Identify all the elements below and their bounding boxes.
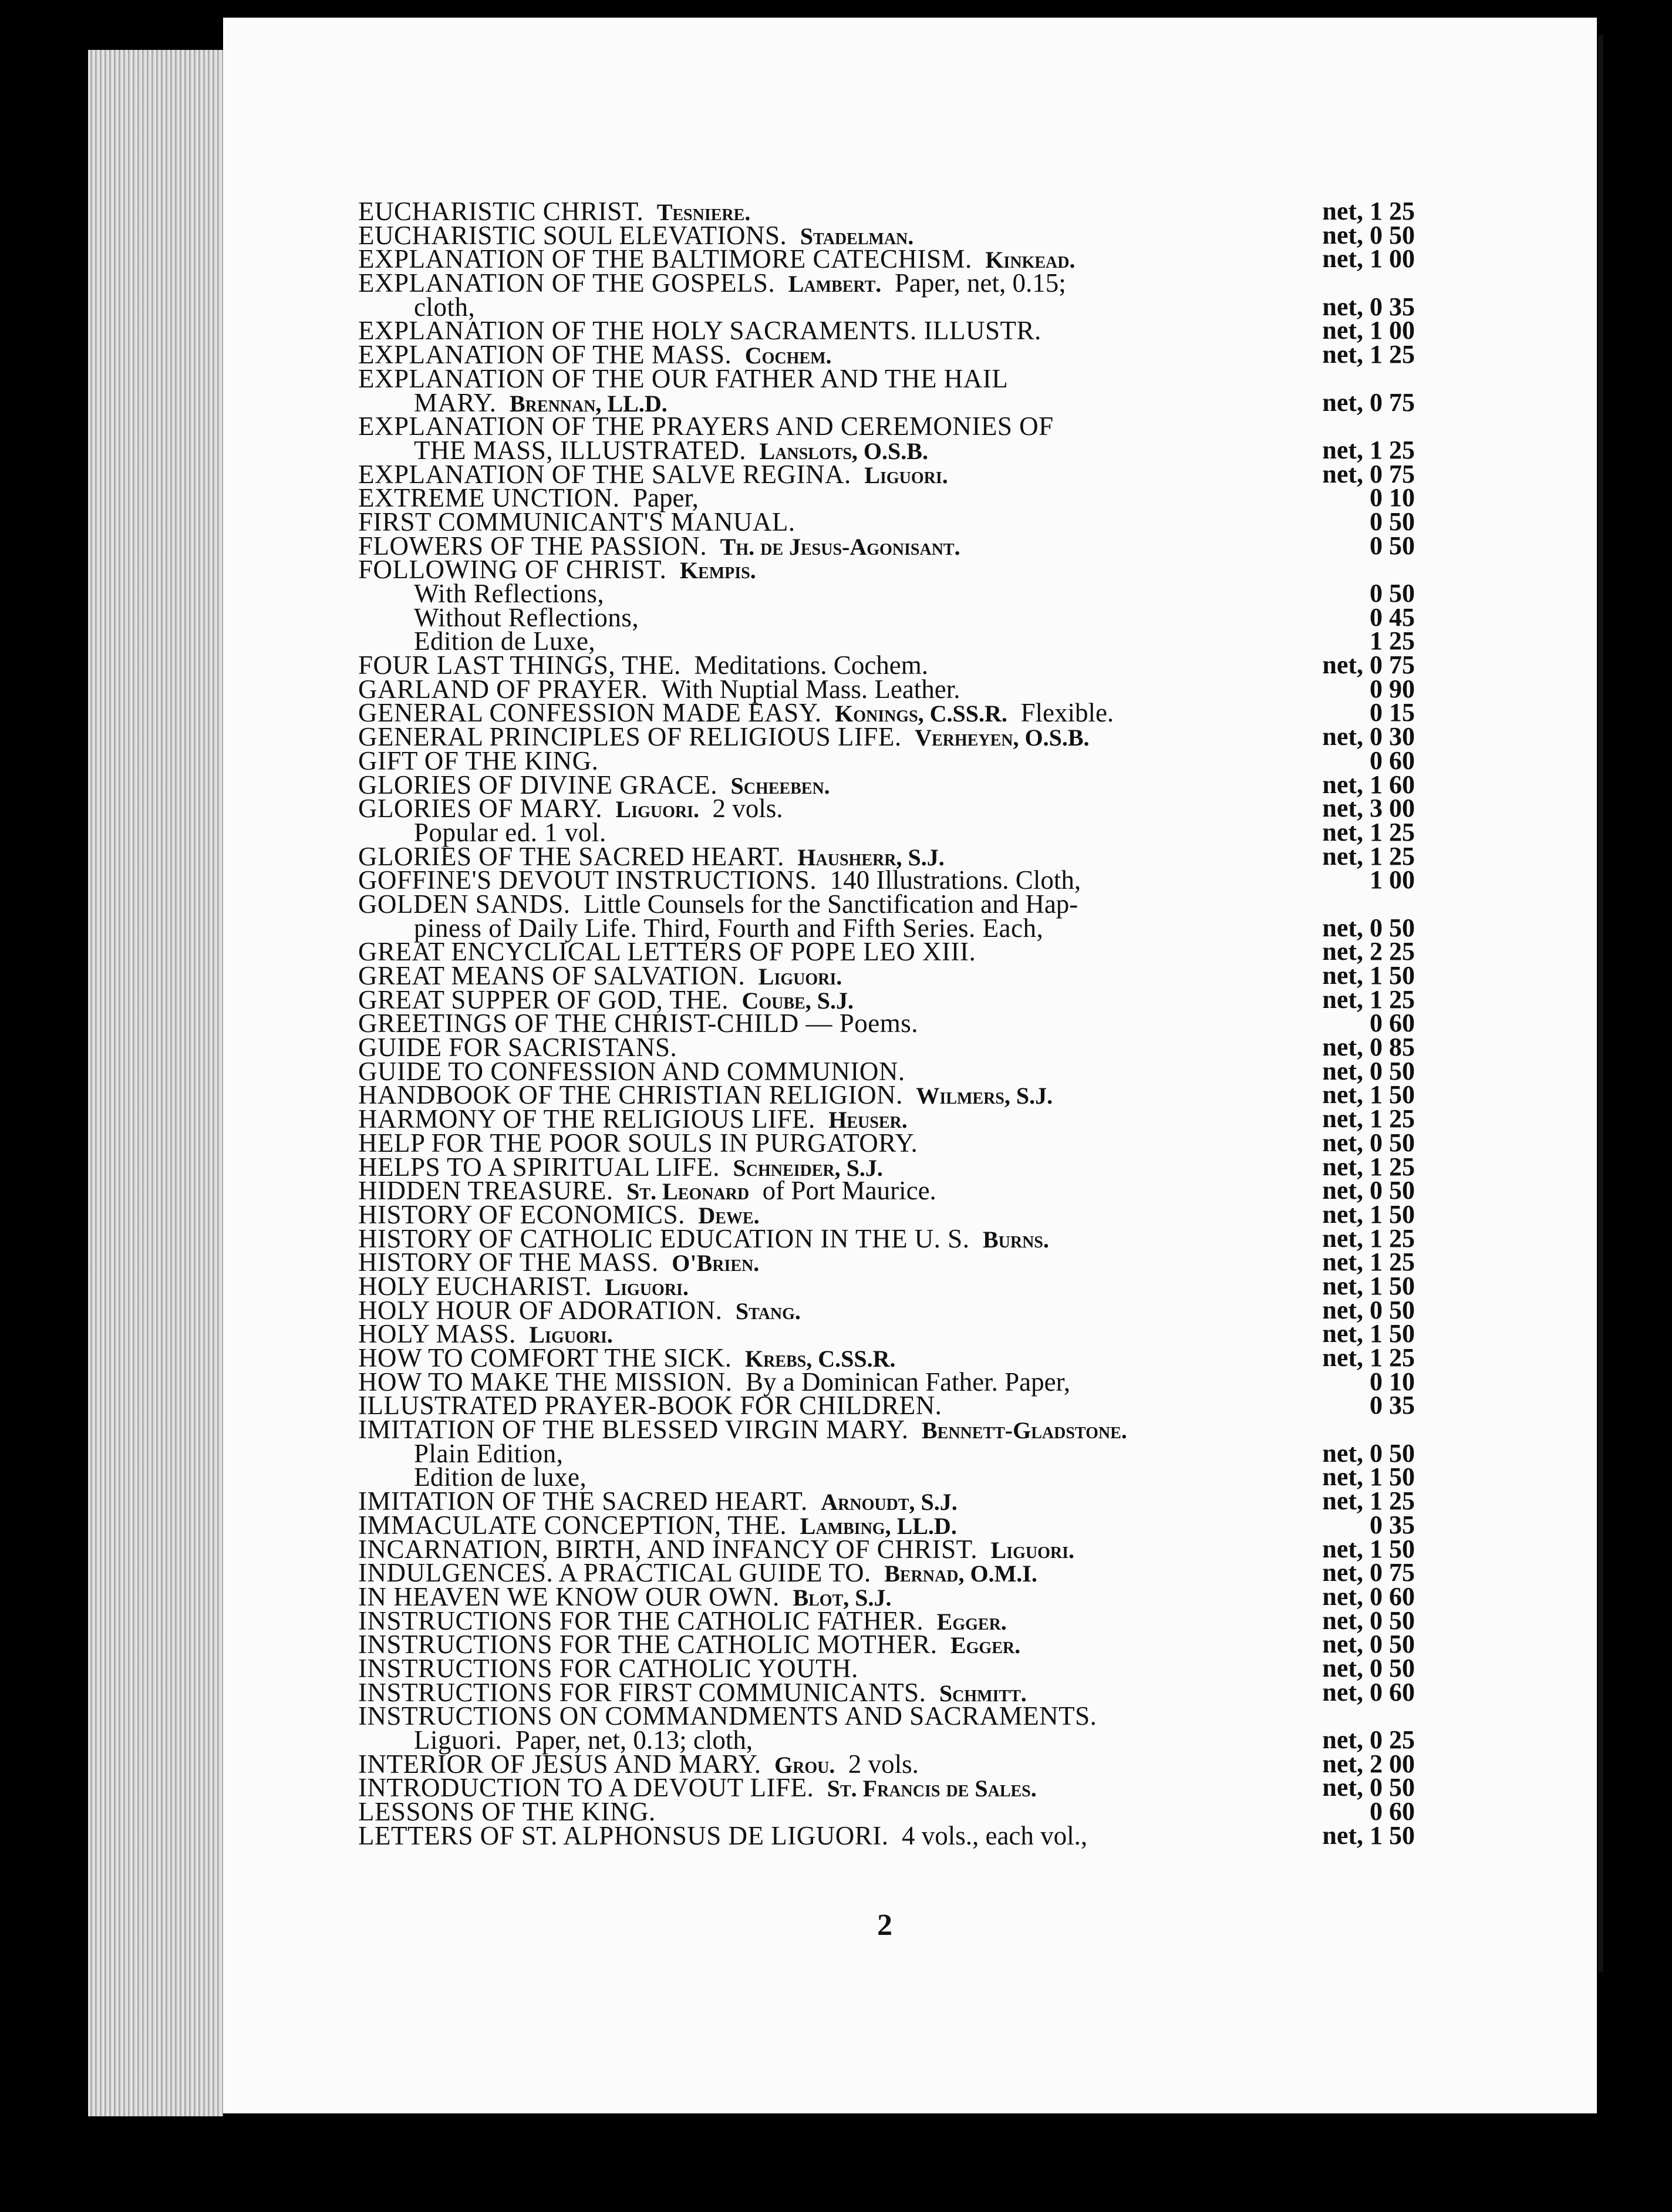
catalog-entry — [358, 817, 1415, 847]
entry-title: FIRST COMMUNICANT'S MANUAL. — [358, 507, 795, 537]
entry-title: GLORIES OF THE SACRED HEART. — [358, 841, 784, 871]
entry-price: 0 10 — [1370, 483, 1415, 512]
entry-title: GARLAND OF PRAYER. — [358, 674, 648, 704]
catalog-entry — [358, 1749, 1415, 1779]
entry-title: piness of Daily Life. Third, Fourth and Fifth Series. Each, — [414, 913, 1044, 943]
entry-title: GREAT MEANS OF SALVATION. — [358, 961, 746, 990]
entry-title: INSTRUCTIONS FOR CATHOLIC YOUTH. — [358, 1653, 858, 1683]
entry-title: Plain Edition, — [414, 1438, 564, 1468]
entry-title: HOW TO COMFORT THE SICK. — [358, 1343, 732, 1373]
entry-title: INSTRUCTIONS ON COMMANDMENTS AND SACRAMENTS. — [358, 1701, 1097, 1731]
entry-title: IMITATION OF THE BLESSED VIRGIN MARY. — [358, 1415, 909, 1445]
entry-price: net, 1 25 — [1322, 1343, 1415, 1372]
catalog-entry — [358, 1725, 1415, 1755]
entry-author: Heuser. — [828, 1107, 908, 1134]
catalog-entry — [358, 1415, 1415, 1445]
entry-price: net, 1 25 — [1322, 340, 1415, 369]
entry-author: Konings, C.SS.R. — [835, 700, 1007, 727]
catalog-entry — [358, 794, 1415, 824]
entry-price: 0 35 — [1370, 1510, 1415, 1539]
catalog-entry — [358, 197, 1415, 226]
entry-author: Stadelman. — [800, 222, 914, 249]
entry-note: of Port Maurice. — [762, 1176, 936, 1206]
entry-title: Edition de Luxe, — [414, 626, 596, 656]
catalog-entry — [358, 1558, 1415, 1588]
catalog-entry — [358, 1295, 1415, 1325]
entry-price: net, 1 50 — [1322, 1820, 1415, 1850]
entry-title: GLORIES OF DIVINE GRACE. — [358, 770, 717, 800]
entry-price: net, 1 00 — [1322, 316, 1415, 345]
entry-note: Flexible. — [1020, 698, 1114, 728]
catalog-entry — [358, 1128, 1415, 1158]
entry-price: net, 0 50 — [1322, 1630, 1415, 1659]
catalog-entry — [358, 1438, 1415, 1468]
catalog-entry — [358, 1820, 1415, 1850]
entry-title: EXPLANATION OF THE HOLY SACRAMENTS. ILLUSTR. — [358, 316, 1041, 346]
entry-author: Liguori. — [615, 796, 699, 823]
entry-price: net, 1 25 — [1322, 841, 1415, 871]
catalog-entry — [358, 1701, 1415, 1731]
book-page-edges — [88, 50, 223, 2116]
entry-price: net, 1 50 — [1322, 1534, 1415, 1563]
entry-note: 2 vols. — [848, 1749, 919, 1779]
entry-price: 0 50 — [1370, 579, 1415, 608]
entry-price: net, 1 25 — [1322, 1152, 1415, 1181]
entry-price: 0 15 — [1370, 698, 1415, 727]
entry-price: net, 1 50 — [1322, 961, 1415, 990]
entry-title: INSTRUCTIONS FOR THE CATHOLIC MOTHER. — [358, 1630, 938, 1660]
entry-title: GUIDE FOR SACRISTANS. — [358, 1033, 677, 1063]
entry-author: Liguori. — [605, 1273, 689, 1300]
entry-price: net, 0 75 — [1322, 650, 1415, 680]
entry-author: Th. de Jesus-Agonisant. — [720, 533, 960, 560]
entry-author: O'Brien. — [672, 1250, 760, 1277]
entry-title: GIFT OF THE KING. — [358, 746, 599, 775]
entry-note: Paper, net, 0.15; — [894, 268, 1066, 298]
entry-author: Hausherr, S.J. — [797, 844, 945, 871]
entry-title: HIDDEN TREASURE. — [358, 1176, 613, 1206]
catalog-entry — [358, 387, 1415, 417]
entry-title: HISTORY OF ECONOMICS. — [358, 1199, 685, 1229]
entry-author: Burns. — [982, 1226, 1049, 1253]
catalog-entry — [358, 340, 1415, 370]
entry-author: Liguori. — [990, 1536, 1074, 1563]
entry-author: Brennan, LL.D. — [510, 390, 668, 417]
catalog-entry — [358, 316, 1415, 346]
entry-price: net, 1 25 — [1322, 1104, 1415, 1134]
catalog-entry — [358, 1011, 1415, 1036]
catalog-entry — [358, 1152, 1415, 1182]
entry-author: Bennett-Gladstone. — [921, 1417, 1127, 1444]
entry-price: net, 0 50 — [1322, 220, 1415, 249]
entry-price: 1 00 — [1370, 865, 1415, 895]
catalog-entry — [358, 292, 1415, 322]
entry-title: FOUR LAST THINGS, THE. — [358, 650, 681, 680]
page-border-line — [1598, 35, 1603, 1972]
catalog-entry — [358, 1630, 1415, 1660]
catalog-entry — [358, 1247, 1415, 1277]
catalog-entry — [358, 770, 1415, 800]
entry-price: 0 60 — [1370, 1797, 1415, 1826]
entry-price: net, 0 50 — [1322, 1056, 1415, 1085]
catalog-entry — [358, 650, 1415, 680]
entry-title: EXPLANATION OF THE GOSPELS. — [358, 268, 776, 298]
entry-price: 0 45 — [1370, 602, 1415, 632]
entry-price: 0 35 — [1370, 1391, 1415, 1420]
entry-note: 140 Illustrations. Cloth, — [830, 865, 1081, 895]
entry-price: 0 60 — [1370, 746, 1415, 775]
entry-title: FOLLOWING OF CHRIST. — [358, 555, 667, 585]
entry-price: net, 1 50 — [1322, 1271, 1415, 1300]
entry-author: Schneider, S.J. — [733, 1154, 883, 1181]
entry-author: Verheyen, O.S.B. — [915, 724, 1090, 751]
entry-title: IMMACULATE CONCEPTION, THE. — [358, 1510, 787, 1540]
page-number: 2 — [877, 1908, 892, 1942]
entry-title: HOLY HOUR OF ADORATION. — [358, 1295, 723, 1325]
entry-title: Without Reflections, — [414, 602, 639, 632]
entry-author: Liguori. — [529, 1321, 613, 1348]
entry-title: Popular ed. 1 vol. — [414, 817, 606, 847]
entry-title: INCARNATION, BIRTH, AND INFANCY OF CHRIST. — [358, 1534, 978, 1564]
entry-price: net, 1 60 — [1322, 770, 1415, 799]
entry-price: net, 1 25 — [1322, 1486, 1415, 1516]
catalog-entry — [358, 984, 1415, 1014]
entry-price: net, 0 30 — [1322, 722, 1415, 751]
entry-title: GENERAL CONFESSION MADE EASY. — [358, 698, 822, 728]
entry-author: Kinkead. — [985, 247, 1076, 274]
catalog-entry — [358, 435, 1415, 465]
entry-title: EXPLANATION OF THE BALTIMORE CATECHISM. — [358, 244, 972, 274]
entry-author: Bernad, O.M.I. — [884, 1560, 1037, 1587]
catalog-entry — [358, 363, 1415, 393]
catalog-entry — [358, 1319, 1415, 1349]
catalog-entry — [358, 483, 1415, 513]
entry-price: 0 10 — [1370, 1367, 1415, 1396]
entry-author: Lanslots, O.S.B. — [759, 437, 928, 464]
entry-author: St. Francis de Sales. — [827, 1775, 1037, 1802]
catalog-entry — [358, 698, 1415, 728]
entry-author: Egger. — [936, 1608, 1007, 1635]
catalog-entry — [358, 531, 1415, 561]
entry-title: HOLY EUCHARIST. — [358, 1271, 592, 1301]
entry-title: cloth, — [414, 292, 476, 322]
entry-author: Scheeben. — [730, 772, 830, 799]
entry-price: net, 0 50 — [1322, 1438, 1415, 1468]
entry-author: Dewe. — [698, 1202, 760, 1229]
catalog-entry — [358, 268, 1415, 298]
entry-price: net, 0 50 — [1322, 1295, 1415, 1324]
catalog-entry — [358, 1033, 1415, 1063]
catalog-entry — [358, 1797, 1415, 1827]
catalog-entry — [358, 459, 1415, 489]
entry-title: INTERIOR OF JESUS AND MARY. — [358, 1749, 761, 1779]
entry-note: Little Counsels for the Sanctification and Hap- — [584, 889, 1078, 919]
catalog-entry — [358, 1199, 1415, 1229]
catalog-entry — [358, 1486, 1415, 1516]
entry-title: ILLUSTRATED PRAYER-BOOK FOR CHILDREN. — [358, 1391, 942, 1421]
entry-price: net, 2 00 — [1322, 1749, 1415, 1778]
entry-price: 0 60 — [1370, 1009, 1415, 1038]
entry-author: Tesniere. — [656, 199, 751, 225]
entry-title: INDULGENCES. A PRACTICAL GUIDE TO. — [358, 1558, 871, 1588]
entry-price: net, 2 25 — [1322, 937, 1415, 966]
entry-title: With Reflections, — [414, 579, 605, 608]
entry-title: GREETINGS OF THE CHRIST-CHILD — Poems. — [358, 1009, 919, 1038]
catalog-entry — [358, 889, 1415, 919]
entry-author: Liguori. — [864, 461, 948, 488]
catalog-entry — [358, 602, 1415, 632]
catalog-entry — [358, 913, 1415, 943]
entry-note: Paper, — [632, 483, 699, 513]
entry-title: GUIDE TO CONFESSION AND COMMUNION. — [358, 1056, 905, 1086]
entry-price: 0 50 — [1370, 531, 1415, 560]
catalog-entry — [358, 841, 1415, 871]
entry-price: net, 0 50 — [1322, 1606, 1415, 1635]
entry-title: GOFFINE'S DEVOUT INSTRUCTIONS. — [358, 865, 817, 895]
entry-title: HANDBOOK OF THE CHRISTIAN RELIGION. — [358, 1080, 903, 1110]
catalog-entry — [358, 961, 1415, 990]
entry-price: net, 1 00 — [1322, 244, 1415, 274]
entry-title: HELPS TO A SPIRITUAL LIFE. — [358, 1152, 720, 1182]
entry-title: HARMONY OF THE RELIGIOUS LIFE. — [358, 1104, 815, 1134]
entry-price: net, 0 60 — [1322, 1677, 1415, 1707]
entry-author: Coube, S.J. — [741, 987, 854, 1014]
catalog-entry — [358, 220, 1415, 250]
entry-price: net, 1 25 — [1322, 984, 1415, 1014]
entry-title: GREAT SUPPER OF GOD, THE. — [358, 984, 729, 1014]
entry-price: net, 1 25 — [1322, 197, 1415, 225]
entry-price: net, 0 50 — [1322, 1176, 1415, 1205]
entry-title: HELP FOR THE POOR SOULS IN PURGATORY. — [358, 1128, 918, 1158]
entry-price: net, 1 50 — [1322, 1319, 1415, 1348]
catalog-entry — [358, 674, 1415, 704]
entry-price: net, 0 75 — [1322, 387, 1415, 417]
catalog-entry — [358, 1677, 1415, 1707]
entry-author: Liguori. — [758, 963, 842, 990]
entry-author: Wilmers, S.J. — [916, 1083, 1053, 1110]
entry-price: net, 0 75 — [1322, 459, 1415, 488]
entry-title: FLOWERS OF THE PASSION. — [358, 531, 707, 561]
entry-title: EUCHARISTIC CHRIST. — [358, 197, 644, 226]
entry-price: 0 50 — [1370, 507, 1415, 536]
entry-author: Grou. — [774, 1751, 835, 1778]
entry-price: net, 0 60 — [1322, 1582, 1415, 1611]
catalog-entry — [358, 1510, 1415, 1540]
entry-title: HOLY MASS. — [358, 1319, 516, 1349]
entry-price: net, 1 25 — [1322, 1223, 1415, 1253]
catalog-entry — [358, 1582, 1415, 1611]
catalog-entry — [358, 937, 1415, 967]
entry-title: EXTREME UNCTION. — [358, 483, 620, 513]
entry-price: net, 1 50 — [1322, 1080, 1415, 1110]
entry-title: THE MASS, ILLUSTRATED. — [414, 435, 747, 465]
entry-title: INTRODUCTION TO A DEVOUT LIFE. — [358, 1773, 814, 1803]
entry-price: net, 1 25 — [1322, 1247, 1415, 1277]
catalog-entry — [358, 1176, 1415, 1206]
catalog-entry — [358, 1391, 1415, 1421]
entry-title: GENERAL PRINCIPLES OF RELIGIOUS LIFE. — [358, 722, 902, 752]
catalog-entry — [358, 414, 1415, 439]
entry-author: Cochem. — [744, 342, 832, 369]
catalog-entry — [358, 1343, 1415, 1373]
entry-author: Lambert. — [788, 271, 882, 298]
entry-title: HISTORY OF THE MASS. — [358, 1247, 659, 1277]
entry-price: net, 1 50 — [1322, 1199, 1415, 1229]
entry-title: GLORIES OF MARY. — [358, 794, 603, 824]
catalog-entry — [358, 1653, 1415, 1683]
entry-price: net, 0 50 — [1322, 913, 1415, 942]
catalog-entry — [358, 1462, 1415, 1492]
entry-title: GREAT ENCYCLICAL LETTERS OF POPE LEO XIII. — [358, 937, 976, 967]
entry-note: With Nuptial Mass. Leather. — [661, 674, 960, 704]
entry-title: Liguori. — [414, 1725, 503, 1755]
entry-author: Arnoudt, S.J. — [821, 1489, 958, 1516]
entry-title: HISTORY OF CATHOLIC EDUCATION IN THE U. S. — [358, 1223, 970, 1253]
entry-price: net, 3 00 — [1322, 794, 1415, 823]
catalog-entry — [358, 555, 1415, 585]
catalog-entry — [358, 722, 1415, 752]
entry-title: INSTRUCTIONS FOR FIRST COMMUNICANTS. — [358, 1677, 926, 1707]
entry-author: Kempis. — [679, 557, 756, 584]
entry-author: Egger. — [950, 1632, 1021, 1659]
entry-author: Krebs, C.SS.R. — [745, 1346, 896, 1372]
entry-price: net, 1 25 — [1322, 435, 1415, 464]
entry-title: IMITATION OF THE SACRED HEART. — [358, 1486, 808, 1516]
entry-title: Edition de luxe, — [414, 1462, 587, 1492]
entry-title: LESSONS OF THE KING. — [358, 1797, 656, 1827]
entry-price: net, 0 50 — [1322, 1653, 1415, 1682]
catalog-entry — [358, 1080, 1415, 1110]
catalog-entry — [358, 746, 1415, 775]
entry-title: MARY. — [414, 387, 497, 417]
entry-title: EXPLANATION OF THE OUR FATHER AND THE HAIL — [358, 363, 1009, 393]
entry-author: Blot, S.J. — [793, 1584, 892, 1611]
catalog-entry — [358, 1223, 1415, 1253]
catalog-entry — [358, 1271, 1415, 1301]
entry-note: 2 vols. — [712, 794, 783, 824]
entry-price: net, 1 50 — [1322, 1462, 1415, 1492]
catalog-entry — [358, 244, 1415, 274]
catalog-entry — [358, 1534, 1415, 1564]
entry-title: EXPLANATION OF THE PRAYERS AND CEREMONIES OF — [358, 412, 1054, 441]
catalog-entry — [358, 1104, 1415, 1134]
entry-title: EUCHARISTIC SOUL ELEVATIONS. — [358, 220, 787, 250]
catalog-entry — [358, 579, 1415, 608]
entry-title: INSTRUCTIONS FOR THE CATHOLIC FATHER. — [358, 1606, 924, 1636]
entry-price: net, 1 25 — [1322, 817, 1415, 847]
entry-title: LETTERS OF ST. ALPHONSUS DE LIGUORI. — [358, 1820, 889, 1850]
entry-title: IN HEAVEN WE KNOW OUR OWN. — [358, 1582, 780, 1611]
entry-author: Lambing, LL.D. — [800, 1512, 957, 1539]
entry-price: 1 25 — [1370, 626, 1415, 656]
entry-note: 4 vols., each vol., — [901, 1820, 1088, 1850]
entry-title: GOLDEN SANDS. — [358, 889, 571, 919]
catalog-entry — [358, 626, 1415, 656]
entry-price: net, 0 85 — [1322, 1033, 1415, 1062]
entry-price: net, 0 50 — [1322, 1773, 1415, 1802]
entry-title: EXPLANATION OF THE MASS. — [358, 340, 732, 370]
catalog-entry — [358, 1056, 1415, 1086]
entry-author: Schmitt. — [939, 1680, 1027, 1707]
entry-price: 0 90 — [1370, 674, 1415, 703]
catalog-entry — [358, 1773, 1415, 1803]
catalog-entry — [358, 507, 1415, 537]
entry-author: Stang. — [735, 1297, 801, 1324]
entry-price: net, 0 35 — [1322, 292, 1415, 321]
entry-author: St. Leonard — [626, 1178, 750, 1205]
catalog-entry — [358, 1606, 1415, 1636]
book-catalog-list — [358, 197, 1415, 1850]
catalog-entry — [358, 1367, 1415, 1397]
entry-price: net, 0 25 — [1322, 1725, 1415, 1754]
entry-title: HOW TO MAKE THE MISSION. — [358, 1367, 733, 1397]
entry-note: By a Dominican Father. Paper, — [745, 1367, 1071, 1397]
entry-title: EXPLANATION OF THE SALVE REGINA. — [358, 459, 851, 489]
entry-price: net, 0 50 — [1322, 1128, 1415, 1157]
entry-note: Meditations. Cochem. — [694, 650, 929, 680]
entry-price: net, 0 75 — [1322, 1558, 1415, 1587]
entry-note: Paper, net, 0.13; cloth, — [515, 1725, 753, 1755]
catalog-entry — [358, 865, 1415, 895]
